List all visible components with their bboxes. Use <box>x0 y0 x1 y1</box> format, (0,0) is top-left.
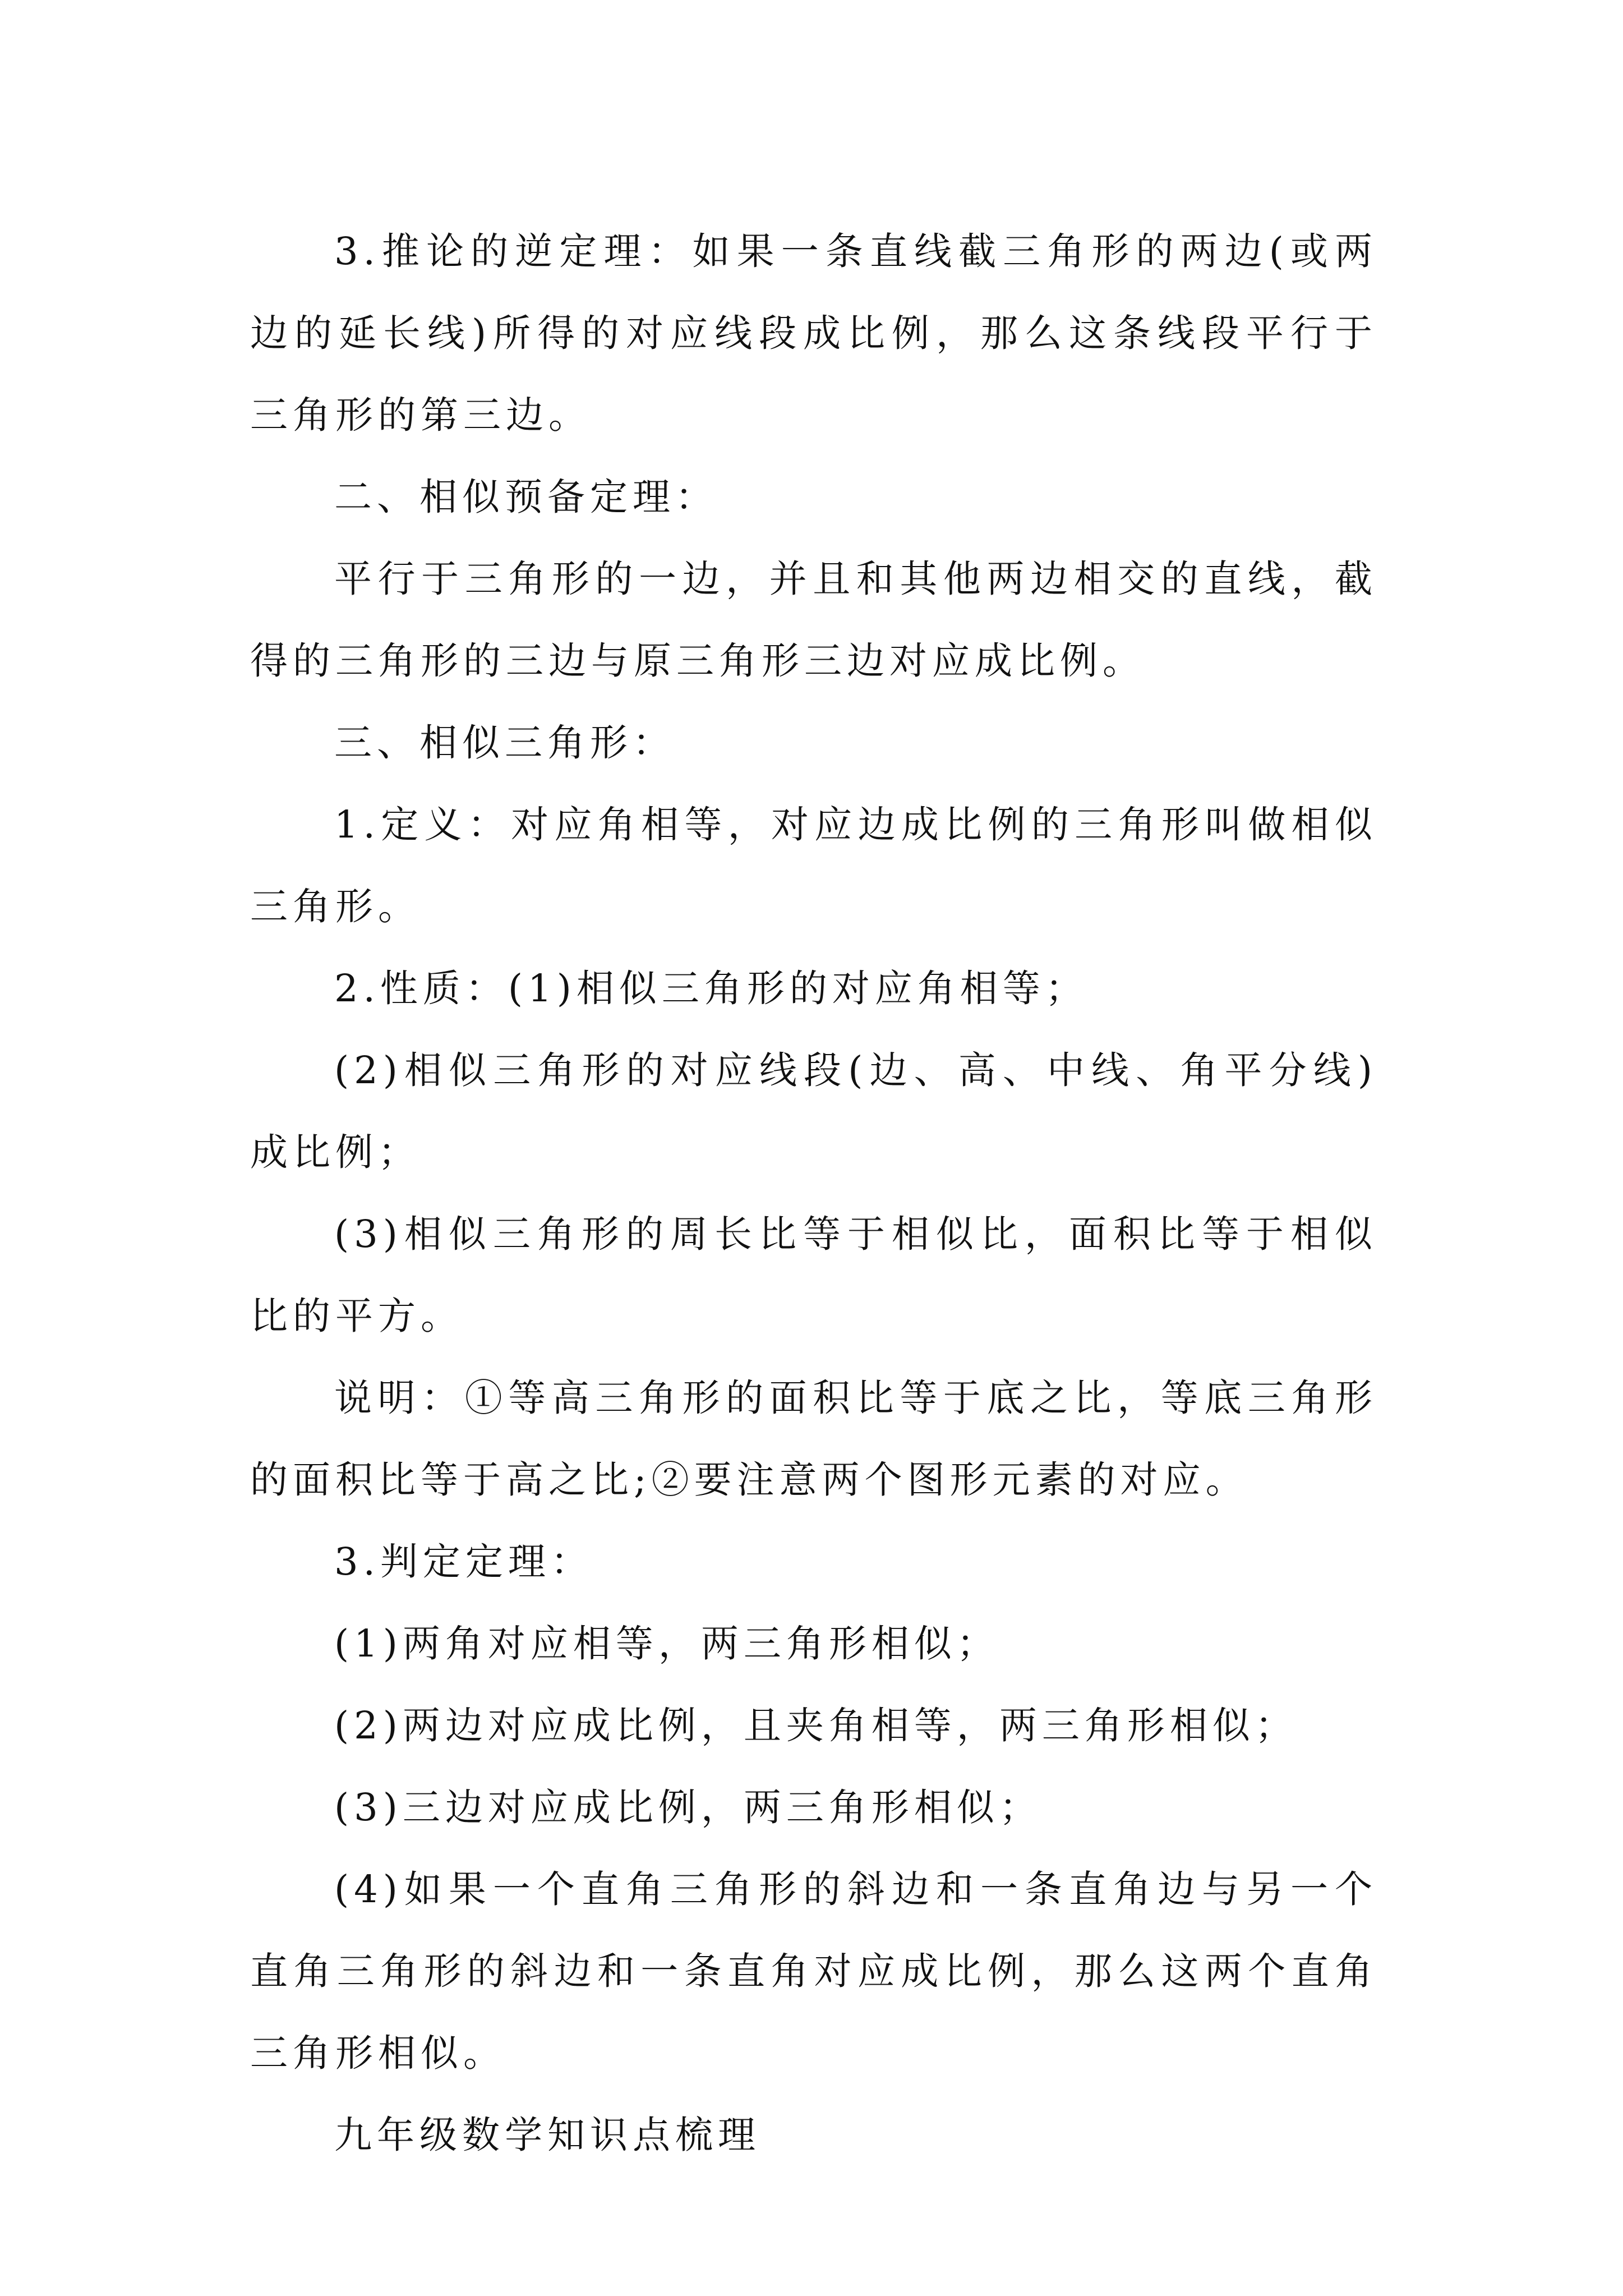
heading-similar-triangles: 三、相似三角形： <box>334 721 675 765</box>
paragraph-property-3: (3)相似三角形的周长比等于相似比，面积比等于相似比的平方。 <box>250 1212 1377 1338</box>
paragraph-property-2: (2)相似三角形的对应线段(边、高、中线、角平分线)成比例； <box>250 1048 1377 1174</box>
paragraph-judgment-2: (2)两边对应成比例，且夹角相等，两三角形相似； <box>334 1704 1298 1747</box>
paragraph-definition: 1.定义：对应角相等，对应边成比例的三角形叫做相似三角形。 <box>250 803 1377 928</box>
paragraph-converse-theorem: 3.推论的逆定理：如果一条直线截三角形的两边(或两边的延长线)所得的对应线段成比例，那么这条线段平行于三角形的第三边。 <box>250 229 1377 437</box>
paragraph-judgment-3: (3)三边对应成比例，两三角形相似； <box>334 1786 1042 1829</box>
paragraph-preparatory-theorem: 平行于三角形的一边，并且和其他两边相交的直线，截得的三角形的三边与原三角形三边对应成比例。 <box>250 557 1377 683</box>
paragraph-note: 说明：①等高三角形的面积比等于底之比，等底三角形的面积比等于高之比;②要注意两个图形元素的对应。 <box>250 1376 1377 1502</box>
paragraph-judgment-4: (4)如果一个直角三角形的斜边和一条直角边与另一个直角三角形的斜边和一条直角对应成比例，那么这两个直角三角形相似。 <box>250 1867 1377 2075</box>
heading-similarity-preparatory-theorem: 二、相似预备定理： <box>334 475 718 519</box>
document-body <box>250 210 1377 2176</box>
heading-judgment-theorems: 3.判定定理： <box>334 1540 593 1584</box>
paragraph-property-1: 2.性质：(1)相似三角形的对应角相等； <box>334 967 1088 1010</box>
paragraph-section-title: 九年级数学知识点梳理 <box>334 2113 760 2157</box>
paragraph-judgment-1: (1)两角对应相等，两三角形相似； <box>334 1622 999 1665</box>
